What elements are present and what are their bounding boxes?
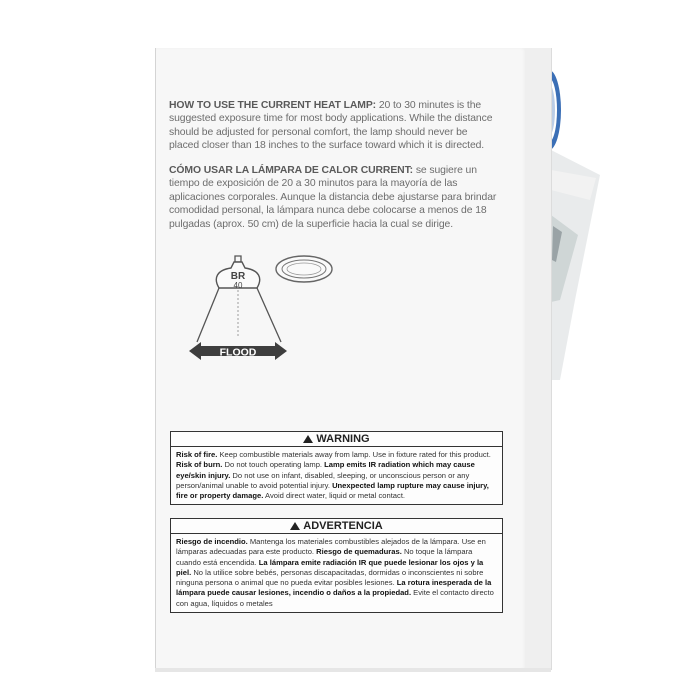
warning-burn-label: Risk of burn. [176,460,223,470]
instructions-spanish-heading: CÓMO USAR LA LÁMPARA DE CALOR CURRENT: [169,165,414,176]
beam-cone-icon [197,288,281,342]
instructions-english-heading: HOW TO USE THE CURRENT HEAT LAMP: [169,100,377,111]
advertencia-rupture-text: Evite el contacto directo con agua, líquidos o metales [176,588,494,608]
advertencia-triangle-icon [290,522,300,530]
recessed-fixture-icon [272,251,336,287]
warning-header [171,432,502,447]
advertencia-box [170,518,503,613]
advertencia-burn-text: No toque la lámpara cuando está encendida. [176,547,473,567]
warning-ir-text: Do not use on infant, disabled, sleeping, or unconscious person or any person/animal unable to avoid potential injury. [176,470,470,490]
advertencia-ir-label: La lámpara emite radiación IR que puede lesionar los ojos y la piel. [176,557,484,577]
advertencia-header [171,519,502,534]
warning-box [170,431,503,505]
warning-fire-label: Risk of fire. [176,450,218,459]
advertencia-ir-text: No la utilice sobre bebés, personas discapacitadas, dormidas o inconscientes ni sobre ninguna persona o animal que no pueda evitar posibles lesiones. [176,567,484,588]
advertencia-fire-text: Mantenga los materiales combustibles alejados de la lámpara. Use en lámparas adecuadas para este producto. [176,537,486,557]
warning-rupture-label: Unexpected lamp rupture may cause injury, fire or property damage. [176,480,489,501]
warning-triangle-icon [303,435,313,443]
warning-title: WARNING [316,433,370,445]
instructions-english [169,99,499,153]
warning-rupture-text: Avoid direct water, liquid or metal contact. [263,491,406,501]
instructions-english-body: 20 to 30 minutes is the suggested exposure time for most body applications. While the distance should be adjusted for personal comfort, the lamp should never be placed closer than 18 inches to the surface toward which it is directed. [169,100,493,152]
instructions-spanish [169,164,499,231]
bulb-type-bottom: 40 [233,281,243,290]
advertencia-rupture-label: La rotura inesperada de la lámpara puede causar lesiones, incendio o daños a la propiedad. [176,578,492,598]
advertencia-text [171,534,502,612]
beam-label: FLOOD [219,346,257,359]
carton-side [525,48,552,670]
instructions-spanish-body: se sugiere un tiempo de exposición de 20 a 30 minutos para la mayoría de las aplicaciones corporales. Aunque la distancia debe ajustarse para brindar comodidad personal, la lámpara nunca debe colocarse a menos de 18 pulgadas (aprox. 50 cm) de la superficie hacia la cual se dirige. [169,165,497,230]
heat-lamp-bulb-behind-box [551,150,600,380]
bulb-type-top: BR [230,271,246,282]
warning-ir-label: Lamp emits IR radiation which may cause eye/skin injury. [176,460,475,480]
advertencia-burn-label: Riesgo de quemaduras. [316,547,402,557]
warning-text [171,447,502,504]
advertencia-fire-label: Riesgo de incendio. [176,537,248,546]
carton-bottom-edge [155,668,551,672]
advertencia-title: ADVERTENCIA [303,520,383,532]
warning-burn-text: Do not touch operating lamp. [222,460,325,470]
warning-fire-text: Keep combustible materials away from lamp. Use in fixture rated for this product. [217,450,491,459]
